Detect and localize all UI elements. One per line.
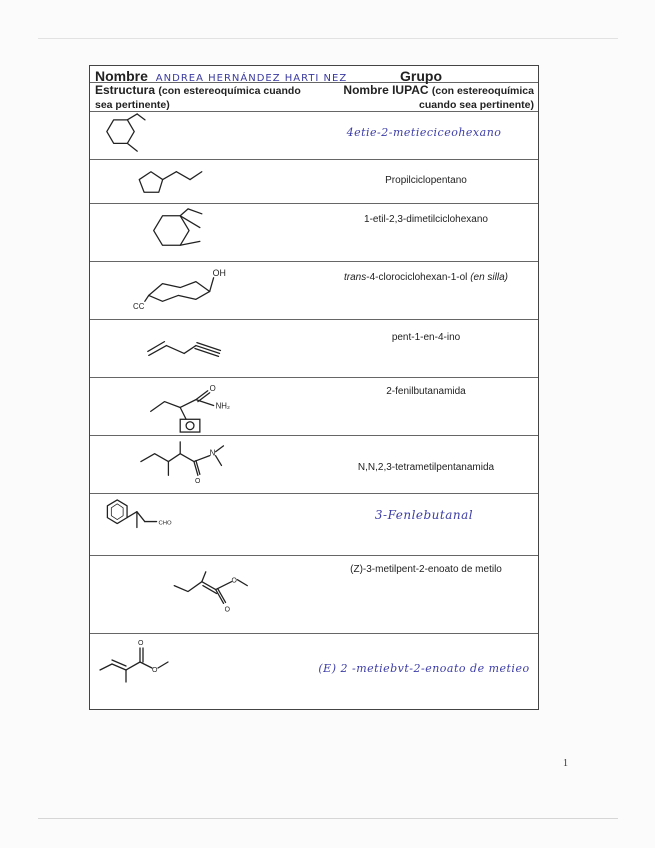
structure-ethyl-dimethylcyclohexane: [92, 204, 292, 261]
cho-label: CHO: [158, 520, 172, 527]
iupac-name-1: 4etie-2-metieciceohexano: [346, 126, 502, 139]
page-number: 1: [563, 758, 568, 769]
nh2-label: NH₂: [215, 401, 230, 411]
sheet-bottom-edge: [38, 818, 618, 819]
iupac-column-title: Nombre IUPAC: [343, 83, 429, 97]
iupac-name-9: (Z)-3-metilpent-2-enoato de metilo: [350, 564, 502, 575]
ester-o-label-3: O: [138, 640, 144, 647]
iupac-column-header: [304, 84, 534, 112]
column-header-row: [90, 83, 538, 112]
compound-row-10: [90, 634, 538, 711]
cl-label: CC: [133, 302, 145, 312]
name-label: Nombre: [95, 68, 148, 84]
ester-o-label-4: O: [152, 667, 158, 674]
structure-tetramethylpentanamide: [92, 436, 292, 493]
exercise-table: [89, 65, 539, 710]
carbonyl-o-label: O: [209, 383, 216, 393]
iupac-name-3: 1-etil-2,3-dimetilciclohexano: [364, 214, 488, 225]
oh-label: OH: [212, 267, 226, 278]
structure-ethyl-methylcyclohexane: [92, 112, 292, 159]
compound-row-6: [90, 378, 538, 436]
compound-row-3: [90, 204, 538, 262]
compound-row-4: [90, 262, 538, 320]
iupac-name-6: 2-fenilbutanamida: [386, 386, 466, 397]
ester-o-label-2: O: [224, 606, 230, 614]
structure-phenylbutanal: [92, 494, 292, 555]
amide-o-label: O: [194, 478, 201, 486]
amide-n-label: N: [209, 448, 216, 458]
compound-row-5: [90, 320, 538, 378]
iupac-name-5: pent-1-en-4-ino: [391, 332, 461, 343]
iupac-column-note: (con estereoquímica cuando sea pertinente): [419, 85, 534, 111]
structure-column-note: (con estereoquímica cuando sea pertinente): [95, 85, 301, 111]
ester-o-label-1: O: [231, 577, 237, 585]
compound-row-8: [90, 494, 538, 556]
group-label: Grupo: [400, 68, 442, 84]
compound-row-7: [90, 436, 538, 494]
sheet-top-edge: [38, 38, 618, 39]
structure-methylbutenoate-e: [92, 634, 292, 711]
structure-chlorocyclohexanol-chair: [92, 262, 292, 319]
compound-row-2: [90, 160, 538, 204]
compound-row-9: [90, 556, 538, 634]
structure-column-header: [95, 84, 315, 112]
iupac-name-4-main: -4-clorociclohexan-1-ol: [366, 272, 468, 283]
iupac-name-7: N,N,2,3-tetrametilpentanamida: [357, 462, 495, 473]
iupac-name-8: 3-Fenlebutanal: [374, 508, 474, 522]
structure-pent-en-yne: [92, 320, 292, 377]
structure-methylpentenoate-z: [92, 556, 292, 633]
structure-phenylbutanamide: [92, 378, 292, 435]
iupac-name-4: [318, 272, 534, 283]
student-name: ANDREA HERNÁNDEZ HARTI NEZ: [155, 73, 348, 84]
trans-prefix: trans: [344, 272, 367, 283]
compound-row-1: [90, 112, 538, 160]
name-field: [95, 68, 347, 84]
structure-propylcyclopentane: [92, 160, 292, 203]
chair-note: (en silla): [470, 272, 508, 283]
structure-column-title: Estructura: [95, 83, 156, 97]
name-row: [90, 66, 538, 83]
iupac-name-10: (E) 2 -metiebvt-2-enoato de metieo: [318, 662, 530, 675]
iupac-name-2: Propilciclopentano: [385, 175, 467, 186]
